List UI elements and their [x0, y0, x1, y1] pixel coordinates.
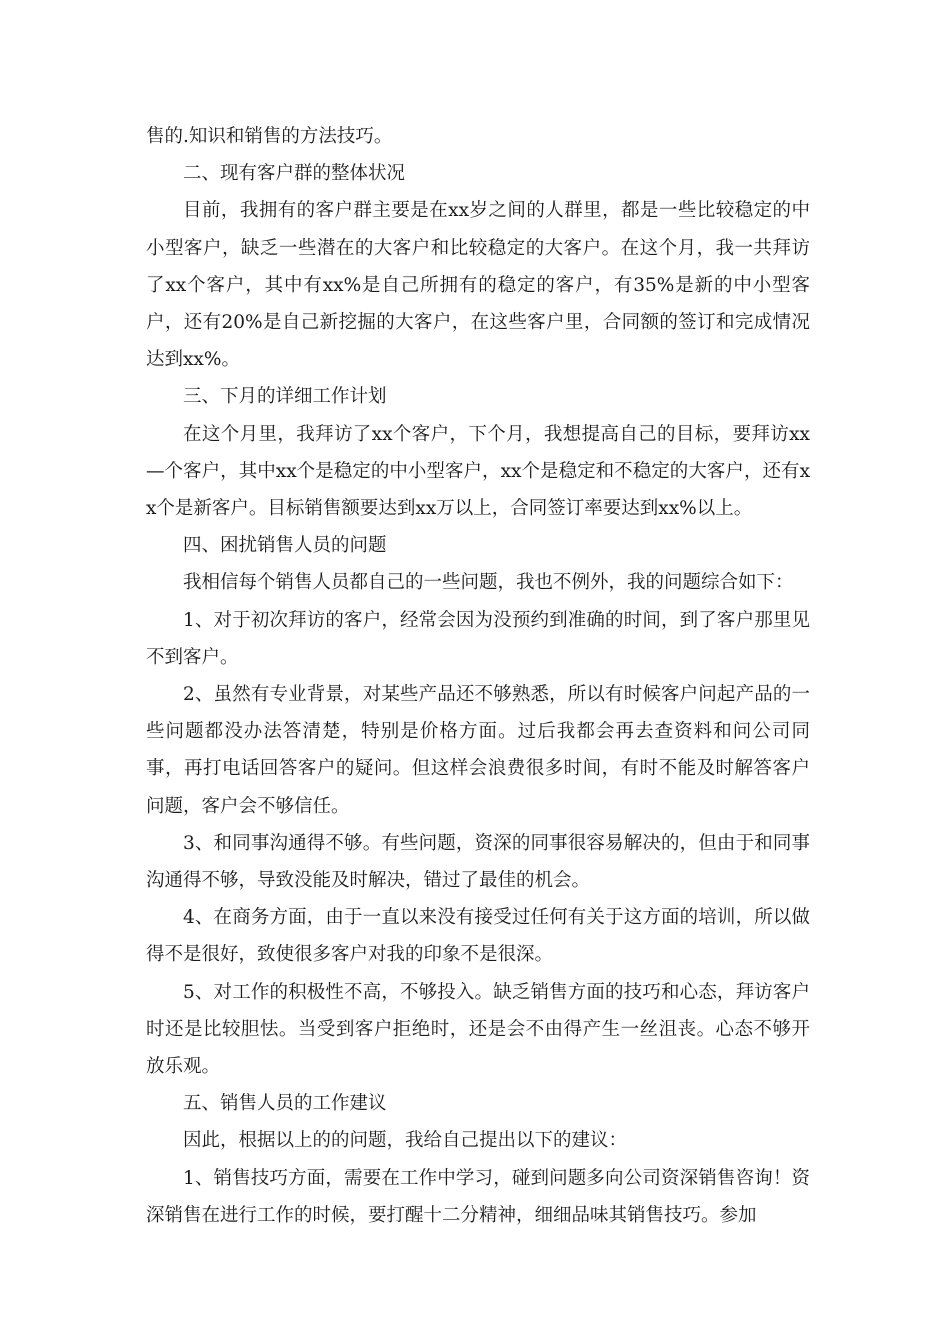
list-item-problem-1: 1、对于初次拜访的客户，经常会因为没预约到准确的时间，到了客户那里见不到客户。 — [146, 609, 810, 668]
section-heading-5: 五、销售人员的工作建议 — [183, 1093, 387, 1115]
section-heading-2: 二、现有客户群的整体状况 — [183, 163, 406, 185]
list-item-problem-2: 2、虽然有专业背景，对某些产品还不够熟悉，所以有时候客户问起产品的一些问题都没办法答清楚，特别是价格方面。过后我都会再去查资料和问公司同事，再打电话回答客户的疑问。但这样会浪费很多时间，有时不能及时解答客户问题，客户会不够信任。 — [146, 684, 810, 817]
paragraph-suggestions-intro: 因此，根据以上的的问题，我给自己提出以下的建议： — [183, 1130, 628, 1152]
list-item-problem-4: 4、在商务方面，由于一直以来没有接受过任何有关于这方面的培训，所以做得不是很好，致使很多客户对我的印象不是很深。 — [146, 907, 810, 966]
paragraph-problems-intro: 我相信每个销售人员都自己的一些问题，我也不例外，我的问题综合如下： — [183, 572, 794, 594]
paragraph-intro-continuation: 售的.知识和销售的方法技巧。 — [146, 126, 393, 147]
paragraph-next-month-plan: 在这个月里，我拜访了xx个客户，下个月，我想提高自己的目标，要拜访xx—个客户，其中xx个是稳定的中小型客户，xx个是稳定和不稳定的大客户，还有xx个是新客户。目标销售额要达到xx万以上，合同签订率要达到xx%以上。 — [146, 423, 810, 520]
list-item-suggestion-1: 1、销售技巧方面，需要在工作中学习，碰到问题多向公司资深销售咨询！资深销售在进行工作的时候，要打醒十二分精神，细细品味其销售技巧。参加 — [146, 1167, 810, 1226]
section-heading-3: 三、下月的详细工作计划 — [183, 386, 387, 408]
section-heading-4: 四、困扰销售人员的问题 — [183, 535, 387, 557]
list-item-problem-5: 5、对工作的积极性不高，不够投入。缺乏销售方面的技巧和心态，拜访客户时还是比较胆怯。当受到客户拒绝时，还是会不由得产生一丝沮丧。心态不够开放乐观。 — [146, 981, 810, 1078]
list-item-problem-3: 3、和同事沟通得不够。有些问题，资深的同事很容易解决的，但由于和同事沟通得不够，导致没能及时解决，错过了最佳的机会。 — [146, 832, 810, 892]
paragraph-customer-status: 目前，我拥有的客户群主要是在xx岁之间的人群里，都是一些比较稳定的中小型客户，缺乏一些潜在的大客户和比较稳定的大客户。在这个月，我一共拜访了xx个客户，其中有xx%是自己所拥有的稳定的客户，有35%是新的中小型客户，还有20%是自己新挖掘的大客户，在这些客户里，合同额的签订和完成情况达到xx%。 — [146, 200, 810, 371]
document-body — [146, 118, 810, 1234]
